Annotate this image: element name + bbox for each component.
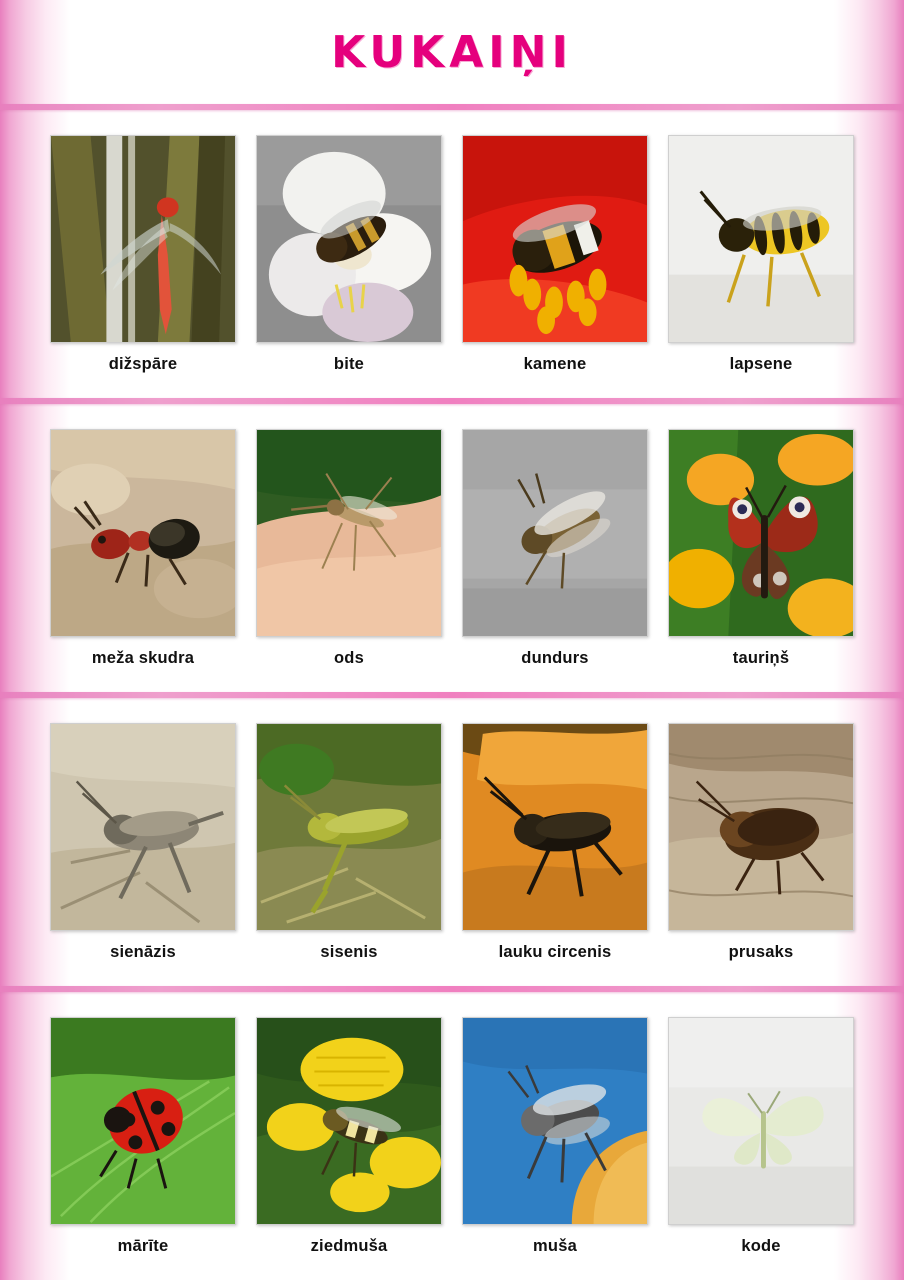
list-item[interactable] — [50, 723, 236, 962]
list-item[interactable] — [462, 429, 648, 668]
list-item-label: dundurs — [521, 648, 589, 667]
bumblebee-photo — [462, 135, 648, 343]
list-item-label: lapsene — [729, 354, 793, 373]
list-item[interactable] — [50, 135, 236, 374]
dragonfly-photo — [50, 135, 236, 343]
list-item-label: tauriņš — [732, 648, 790, 667]
cockroach-photo — [668, 723, 854, 931]
list-item-label: muša — [533, 1236, 577, 1255]
list-item[interactable] — [50, 429, 236, 668]
moth-photo — [668, 1017, 854, 1225]
list-item-label: ziedmuša — [310, 1236, 388, 1255]
list-item-label: bite — [333, 354, 365, 373]
butterfly-photo — [668, 429, 854, 637]
list-item[interactable] — [462, 1017, 648, 1256]
honeybee-photo — [256, 135, 442, 343]
list-item-label: kamene — [523, 354, 587, 373]
grid-row — [0, 698, 904, 986]
list-item[interactable] — [462, 723, 648, 962]
list-item-label: kode — [741, 1236, 781, 1255]
list-item[interactable] — [668, 723, 854, 962]
mosquito-photo — [256, 429, 442, 637]
grasshopper-photo — [256, 723, 442, 931]
grid-row — [0, 110, 904, 398]
grid-row — [0, 404, 904, 692]
ladybird-photo — [50, 1017, 236, 1225]
housefly-photo — [462, 1017, 648, 1225]
list-item[interactable] — [256, 429, 442, 668]
hoverfly-photo — [256, 1017, 442, 1225]
title-area — [0, 0, 904, 104]
list-item-label: meža skudra — [91, 648, 195, 667]
horsefly-photo — [462, 429, 648, 637]
list-item[interactable] — [462, 135, 648, 374]
list-item-label: lauku circenis — [498, 942, 612, 961]
list-item-label: sienāzis — [110, 942, 176, 961]
list-item[interactable] — [256, 135, 442, 374]
list-item[interactable] — [668, 135, 854, 374]
list-item[interactable] — [50, 1017, 236, 1256]
list-item-label: mārīte — [117, 1236, 169, 1255]
list-item[interactable] — [256, 1017, 442, 1256]
wood-ant-photo — [50, 429, 236, 637]
list-item[interactable] — [668, 429, 854, 668]
field-cricket-photo — [462, 723, 648, 931]
bush-cricket-photo — [50, 723, 236, 931]
wasp-photo — [668, 135, 854, 343]
list-item[interactable] — [256, 723, 442, 962]
list-item-label: prusaks — [728, 942, 794, 961]
grid-row — [0, 992, 904, 1280]
list-item-label: sisenis — [320, 942, 378, 961]
picture-grid — [0, 110, 904, 1280]
page-title: KUKAIŅI — [331, 26, 573, 78]
list-item-label: ods — [334, 648, 364, 667]
list-item[interactable] — [668, 1017, 854, 1256]
list-item-label: dižspāre — [108, 354, 178, 373]
